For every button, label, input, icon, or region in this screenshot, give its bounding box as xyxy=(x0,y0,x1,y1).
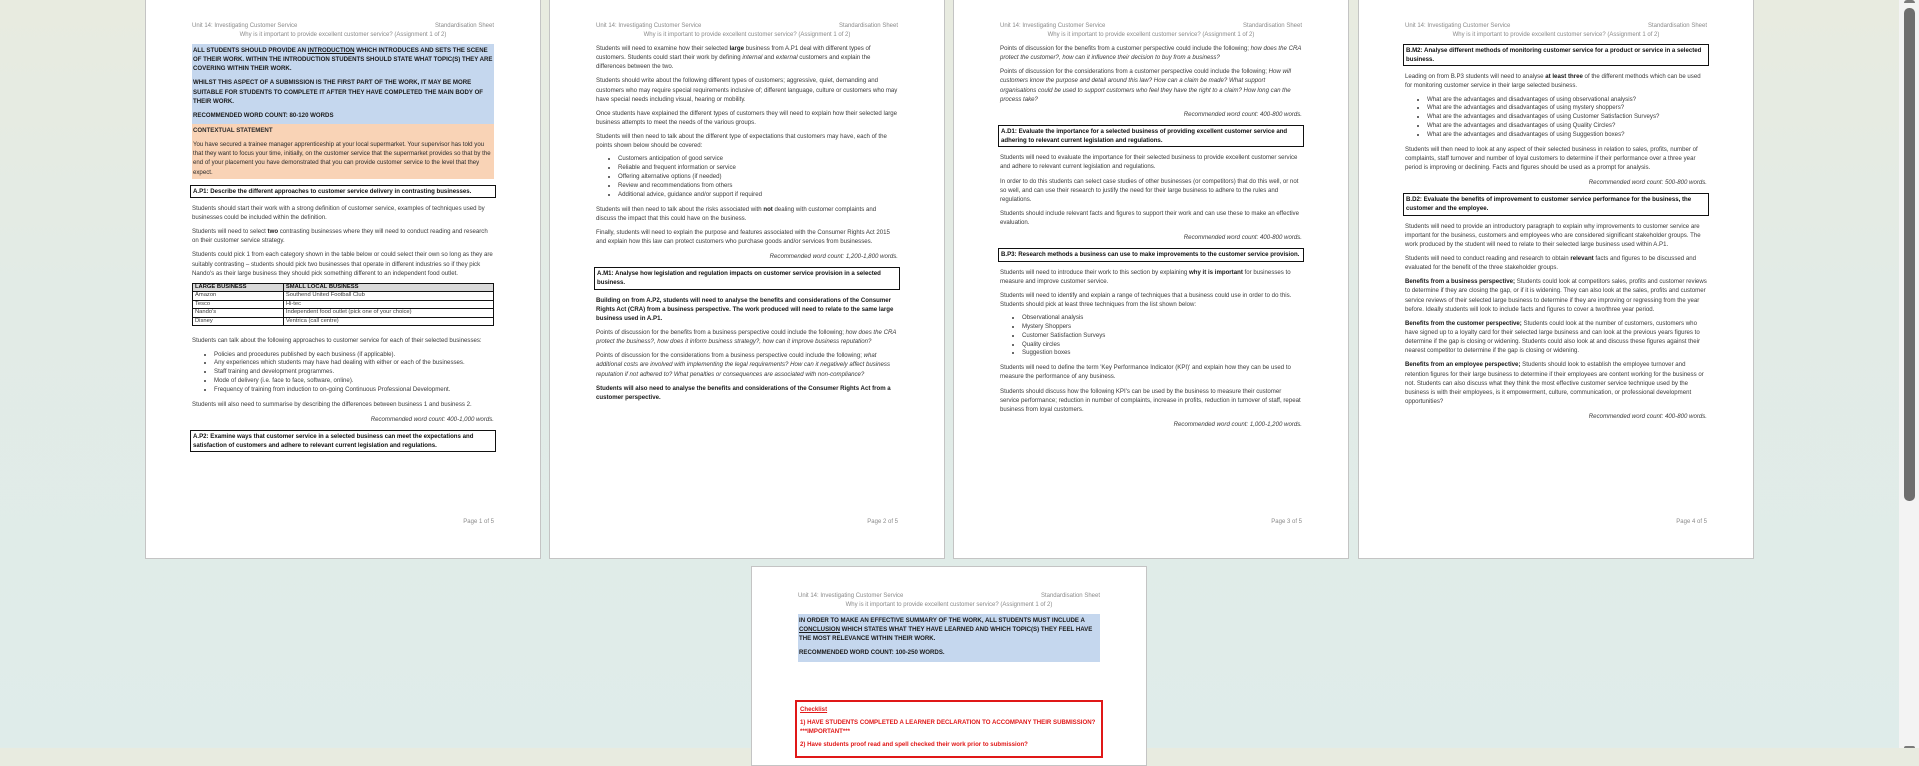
paragraph: Finally, students will need to explain the purpose and features associated with the Consumer Rights Act 2015 and explain how this law can protect customers who purchase goods and/or services from businesses. xyxy=(596,228,890,245)
paragraph: Students will need to introduce their work to this section by explaining why it is important for businesses to measure and improve customer service. xyxy=(1000,268,1291,285)
paragraph: Points of discussion for the benefits from a customer perspective could include the following; how does the CRA protect the customer?, how can it influence their decision to buy from a business? xyxy=(1000,45,1302,62)
header-sheet: Standardisation Sheet xyxy=(434,23,494,29)
approaches-list: • Policies and procedures published by each business (if applicable). • Any experiences which students may have had dealing with either or each of the businesses. • Staff training and development programmes. • Mode of delivery (i.e. face to face, software, online). • Frequency of training from induction to on-going Continuous Professional Development. xyxy=(192,351,494,395)
page-number: Page 1 of 5 xyxy=(463,519,494,525)
criterion-bm2: B.M2: Analyse different methods of monitoring customer service for a product or service in a selected business. xyxy=(1403,44,1709,66)
paragraph: Points of discussion for the considerations from a customer perspective could include the following; How will customers know the purpose and detail around this law? How can a claim be made? What support organisations could be used to support customers who feel they have the right to a claim? How long can the process take? xyxy=(1000,68,1291,103)
introduction-box: ALL STUDENTS SHOULD PROVIDE AN INTRODUCTION WHICH INTRODUCES AND SETS THE SCENE OF THEIR WORK. WITHIN THE INTRODUCTION STUDENTS SHOULD STATE WHAT TOPIC(S) THEY ARE COVERING WITHIN THEIR WORK. WHILST THIS ASPECT OF A SUBMISSION IS THE FIRST PART OF THE WORK, IT MAY BE MORE SUITABLE FOR STUDENTS TO COMPLETE IT AFTER THEY HAVE COMPLETED THE MAIN BODY OF THEIR WORK. RECOMMENDED WORD COUNT: 80-120 WORDS xyxy=(192,44,494,124)
paragraph: Students will need to identify and explain a range of techniques that a business could use in order to do this. Students should pick at least three techniques from the list shown below: xyxy=(1000,291,1292,308)
paragraph: Students will then need to talk about the different type of expectations that customers may have, each of the points shown below should be covered: xyxy=(596,133,887,150)
page-number: Page 4 of 5 xyxy=(1676,519,1707,525)
contextual-statement: CONTEXTUAL STATEMENT You have secured a trainee manager apprenticeship at your local supermarket. Your supervisor has told you that they want to focus your time, initially, on the customer service that the supermarket provides so that by the end of your placement you have demonstrated that you can provide customer service to the level that they expect. xyxy=(192,124,494,179)
checklist-title: Checklist xyxy=(800,705,828,713)
criterion-am1: A.M1: Analyse how legislation and regulation impacts on customer service provision in a selected business. xyxy=(594,267,900,289)
word-count: Recommended word count: 1,000-1,200 words. xyxy=(1173,420,1302,428)
checklist-item: 1) HAVE STUDENTS COMPLETED A LEARNER DECLARATION TO ACCOMPANY THEIR SUBMISSION? ***IMPORTANT*** xyxy=(800,718,1096,735)
paragraph: Once students have explained the different types of customers they will need to explain how their selected large business attempts to meet the needs of the various groups. xyxy=(596,109,898,126)
business-table: LARGE BUSINESS SMALL LOCAL BUSINESS Amazon Southend United Football Club Tesco Hi-tec Nando's Independent food outlet (pick one of your choice) Disney Ventrica (call centre) xyxy=(192,283,494,327)
paragraph: Students should discuss how the following KPI's can be used by the business to measure their customer service performance; reduction in number of complaints, increase in profits, reduction in turnover of staff, repeat business from loyal customers. xyxy=(1000,387,1301,413)
paragraph: Students should include relevant facts and figures to support their work and can use these to make an effective evaluation. xyxy=(1000,209,1299,227)
scrollbar-thumb[interactable] xyxy=(1904,8,1915,501)
paragraph: Students will need to examine how their selected large business from A.P1 deal with different types of customers. Students could start their work by defining internal and external customers and explain the differences between the two. xyxy=(596,45,871,71)
paragraph: Building on from A.P2, students will need to analyse the benefits and considerations of the Consumer Rights Act (CRA) from a business perspective. The work produced will need to relate to the same large business used in A.P1. xyxy=(596,296,894,322)
criterion-bp3: B.P3: Research methods a business can use to make improvements to the customer service provision. xyxy=(998,248,1304,261)
criterion-ap2: A.P2: Examine ways that customer service in a selected business can meet the expectations and satisfaction of customers and adhere to relevant current legislation and regulations. xyxy=(190,430,496,452)
expectations-list: • Customers anticipation of good service • Reliable and frequent information or service • Offering alternative options (if needed) • Review and recommendations from others • Additional advice, guidance and/or support if required xyxy=(596,155,898,199)
document-page-1 xyxy=(145,0,541,559)
paragraph: Points of discussion for the benefits from a business perspective could include the following; how does the CRA protect the business?, how does it inform business strategy?, how can it improve business reputation? xyxy=(596,328,897,346)
paragraph: Students will then need to look at any aspect of their selected business in relation to sales, profits, number of complaints, staff turnover and number of loyal customers to determine if their performance over a three year period is improving or declining. Facts and figures should be used as a prompt for analysis. xyxy=(1405,145,1698,171)
checklist-item: 2) Have students proof read and spell checked their work prior to submission? xyxy=(800,740,1028,748)
word-count: Recommended word count: 1,200-1,800 words. xyxy=(769,253,898,261)
word-count: Recommended word count: 500-800 words. xyxy=(1588,179,1707,187)
table-row: Disney Ventrica (call centre) xyxy=(193,317,494,326)
criterion-bd2: B.D2: Evaluate the benefits of improvement to customer service performance for the business, the customer and the employee. xyxy=(1403,193,1709,215)
word-count: Recommended word count: 400-800 words. xyxy=(1183,110,1302,118)
monitoring-methods-list: • What are the advantages and disadvantages of using observational analysis? • What are the advantages and disadvantages of using mystery shoppers? • What are the advantages and disadvantages of using Customer Satisfaction Surveys? • What are the advantages and disadvantages of using Quality Circles? • What are the advantages and disadvantages of using Suggestion boxes? xyxy=(1405,96,1707,140)
header-unit: Unit 14: Investigating Customer Service xyxy=(192,23,298,29)
paragraph: Students will need to define the term 'Key Performance Indicator (KPI)' and explain how they can be used to measure the performance of any business. xyxy=(1000,364,1291,381)
paragraph: Students will need to select two contrasting businesses where they will need to conduct reading and research on their customer service strategy. xyxy=(192,228,488,245)
paragraph: In order to do this students can select case studies of other businesses (or competitors) that do this well, or not so well, and can use their research to justify the need for their large business to adhere to the rules and regulations. xyxy=(1000,177,1299,203)
paragraph: Students will need to evaluate the importance for their selected business to provide excellent customer service and adhere to relevant current legislation and regulations. xyxy=(1000,154,1298,171)
table-row: Amazon Southend United Football Club xyxy=(193,292,494,301)
paragraph: Students should start their work with a strong definition of customer service, examples of techniques used by businesses could be included within the definition. xyxy=(192,204,485,221)
paragraph: Students will need to conduct reading and research to obtain relevant facts and figures to be discussed and evaluated for the benefit of the three stakeholder groups. xyxy=(1405,254,1697,272)
scroll-up-arrow-icon[interactable] xyxy=(1904,0,1915,3)
header-subtitle: Why is it important to provide excellent customer service? (Assignment 1 of 2) xyxy=(239,32,447,38)
table-row: Tesco Hi-tec xyxy=(193,300,494,309)
page-header: Unit 14: Investigating Customer Service Standardisation Sheet Why is it important to provide excellent customer service? (Assignment 1 of 2) xyxy=(798,593,1100,608)
paragraph: Students can talk about the following approaches to customer service for each of their selected businesses: xyxy=(192,337,482,345)
word-count: Recommended word count: 400-800 words. xyxy=(1183,234,1302,242)
conclusion-box: IN ORDER TO MAKE AN EFFECTIVE SUMMARY OF THE WORK, ALL STUDENTS MUST INCLUDE A CONCLUSION WHICH STATES WHAT THEY HAVE LEARNED AND WHICH TOPIC(S) THEY FEEL HAVE THE MOST RELEVANCE WITHIN THEIR WORK. RECOMMENDED WORD COUNT: 100-250 WORDS. xyxy=(798,614,1100,662)
page-header: Unit 14: Investigating Customer Service Standardisation Sheet Why is it important to provide excellent customer service? (Assignment 1 of 2) xyxy=(596,23,898,38)
page-header: Unit 14: Investigating Customer Service Standardisation Sheet Why is it important to provide excellent customer service? (Assignment 1 of 2) xyxy=(1405,23,1707,38)
document-page-3 xyxy=(953,0,1349,559)
techniques-list: • Observational analysis • Mystery Shoppers • Customer Satisfaction Surveys • Quality circles • Suggestion boxes xyxy=(1000,314,1302,358)
paragraph: Students will also need to summarise by describing the differences between business 1 and business 2. xyxy=(192,400,472,408)
word-count: Recommended word count: 400-800 words. xyxy=(1588,413,1707,421)
paragraph: Students will need to provide an introductory paragraph to explain why improvements to customer service are important for the business, customers and employees who are considered significant stakeholder groups. The work produced by the student will need to relate to their selected large business used within A.P1. xyxy=(1405,222,1701,248)
paragraph: Benefits from the customer perspective; Students could look at the number of customers, customers who have signed up to a loyalty card for their selected large business and can look at the previous years figures to determine if the gap is closing or widening. Students could also look at and discuss these figures against their nearest competitor to determine if the gap is closing or widening. xyxy=(1405,319,1701,355)
vertical-scrollbar[interactable] xyxy=(1899,0,1919,748)
paragraph: Benefits from an employee perspective; Students should look to establish the employee turnover and retention figures for their large business to determine if their employees are content working for the business or not. Students can also discuss what they think the most effective customer service technique used by the business is with their employees, is it empowerment, culture, communication, or professional development opportunities? xyxy=(1405,361,1704,405)
paragraph: Benefits from a business perspective; Students could look at competitors sales, profits and customer reviews to determine if they are closing the gap, or if it is widening. They can also look at the sales, profits and customer service reviews of their selected large business to determine if they are improving or regressing from the year before. Ideally students will look to include facts and figures to cover a two/three year period. xyxy=(1405,278,1707,313)
word-count: Recommended word count: 400-1,000 words. xyxy=(370,415,494,423)
document-page-4 xyxy=(1358,0,1754,559)
paragraph: Students should write about the following different types of customers; aggressive, quiet, demanding and customers who may require special requirements inclusive of; different language, culture or customers who may have special needs including visual, hearing or mobility. xyxy=(596,77,898,103)
paragraph: Students will then need to talk about the risks associated with not dealing with customer complaints and discuss the impact that this could have on the business. xyxy=(596,205,877,222)
page-header: Unit 14: Investigating Customer Service Standardisation Sheet Why is it important to provide excellent customer service? (Assignment 1 of 2) xyxy=(1000,23,1302,38)
criterion-ap1: A.P1: Describe the different approaches to customer service delivery in contrasting businesses. xyxy=(190,185,496,198)
paragraph: Points of discussion for the considerations from a business perspective could include the following; what additional costs are involved with implementing the legal requirements? How can it negatively affect business reputation if not adhered to? What penalties or consequences are associated with non-compliance? xyxy=(596,352,891,378)
document-page-2 xyxy=(549,0,945,559)
paragraph: Leading on from B.P3 students will need to analyse at least three of the different methods which can be used for monitoring customer service in their large selected business. xyxy=(1405,73,1701,90)
page-number: Page 3 of 5 xyxy=(1271,519,1302,525)
page-header xyxy=(192,22,494,40)
page-number: Page 2 of 5 xyxy=(867,519,898,525)
paragraph: Students could pick 1 from each category shown in the table below or could select their own so long as they are suitably contrasting – students should pick two businesses that operate in different industries so if they pick Nando's as their large business they should pick something different to an independent food outlet. xyxy=(192,251,493,277)
checklist-box xyxy=(795,700,1103,759)
table-row: Nando's Independent food outlet (pick one of your choice) xyxy=(193,309,494,318)
criterion-ad1: A.D1: Evaluate the importance for a selected business of providing excellent customer service and adhering to relevant current legislation and regulations. xyxy=(998,125,1304,147)
document-page-5 xyxy=(751,566,1147,766)
paragraph: Students will also need to analyse the benefits and considerations of the Consumer Rights Act from a customer perspective. xyxy=(596,384,891,401)
